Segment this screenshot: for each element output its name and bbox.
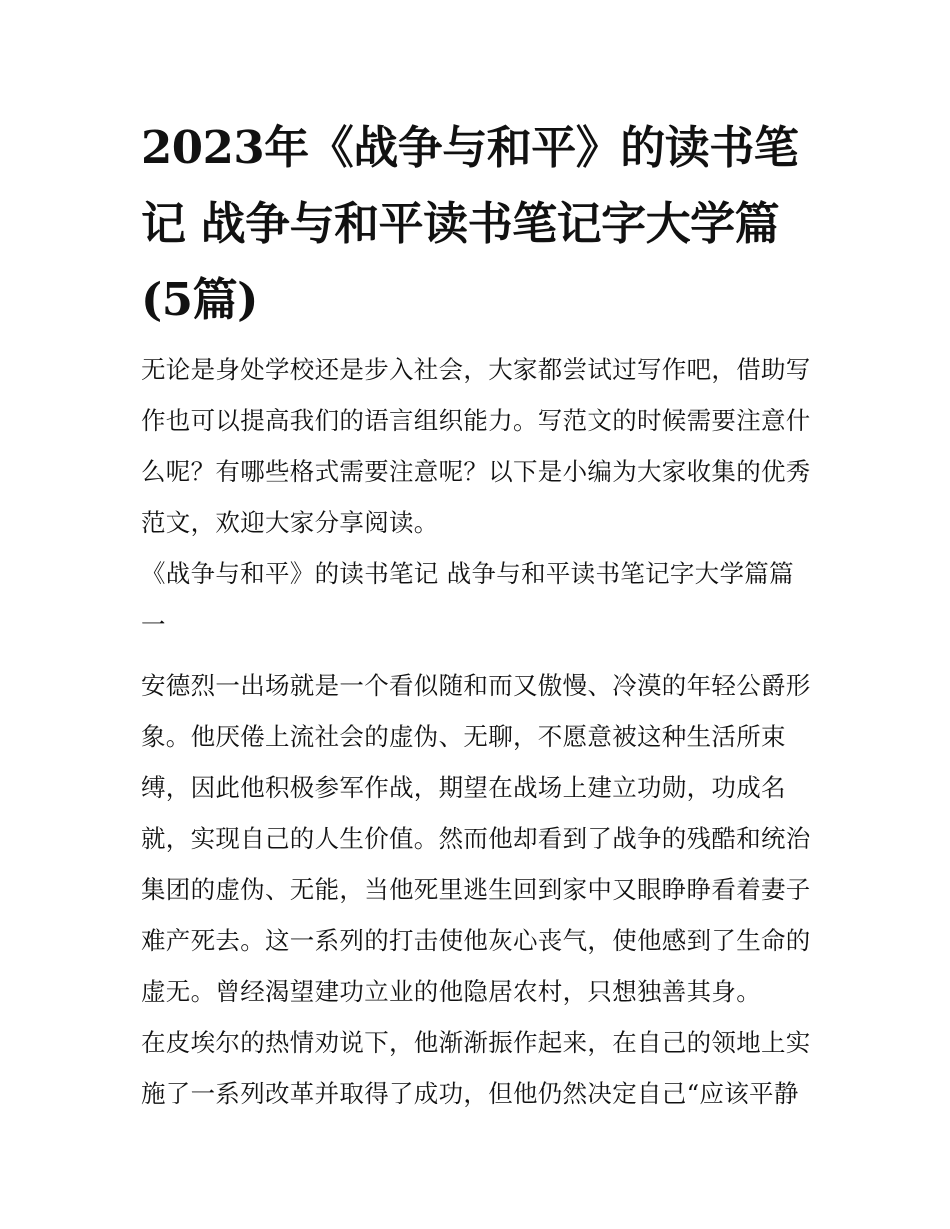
body-paragraph-1: 安德烈一出场就是一个看似随和而又傲慢、冷漠的年轻公爵形象。他厌倦上流社会的虚伪、无聊，不愿意被这种生活所束缚，因此他积极参军作战，期望在战场上建立功勋，功成名就，实现自己的人生价值。然而他却看到了战争的残酷和统治集团的虚伪、无能，当他死里逃生回到家中又眼睁睁看着妻子难产死去。这一系列的打击使他灰心丧气，使他感到了生命的虚无。曾经渴望建功立业的他隐居农村，只想独善其身。 xyxy=(141,671,811,1006)
intro-paragraph: 无论是身处学校还是步入社会，大家都尝试过写作吧，借助写作也可以提高我们的语言组织能力。写范文的时候需要注意什么呢？有哪些格式需要注意呢？以下是小编为大家收集的优秀范文，欢迎大家分享阅读。 xyxy=(141,355,811,537)
body-paragraph-2: 在皮埃尔的热情劝说下，他渐渐振作起来，在自己的领地上实施了一系列改革并取得了成功，但他仍然决定自己“应该平静 xyxy=(141,1028,811,1108)
document-body xyxy=(141,110,813,1119)
document-title: 2023年《战争与和平》的读书笔记 战争与和平读书笔记字大学篇(5篇) xyxy=(141,121,799,326)
section-heading: 《战争与和平》的读书笔记 战争与和平读书笔记字大学篇篇一 xyxy=(141,559,794,639)
